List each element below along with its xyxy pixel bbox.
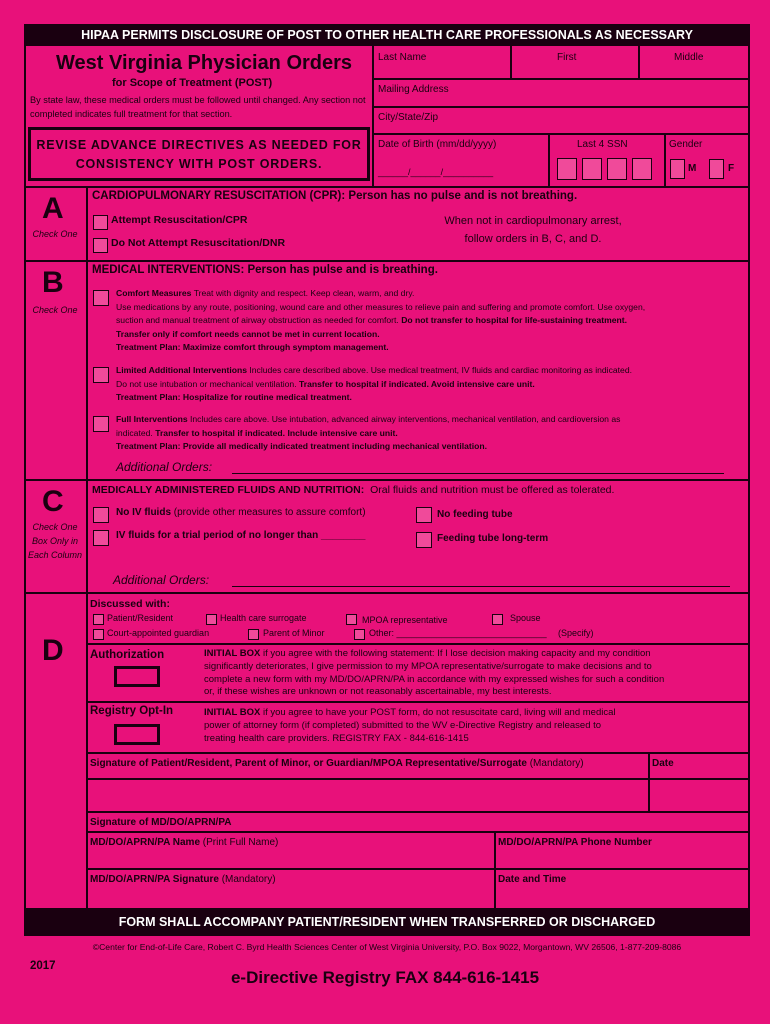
registry-fax: e-Directive Registry FAX 844-616-1415 xyxy=(230,968,540,987)
grid-line xyxy=(86,868,750,870)
grid-line xyxy=(548,133,550,186)
physician-signature-heading: Signature of MD/DO/APRN/PA xyxy=(90,817,232,828)
comfort-line-2: Use medications by any route, positioning, wound care and other measures to relieve pain and suffering and promote comfort. Use oxygen, xyxy=(116,301,646,312)
grid-line xyxy=(86,752,750,754)
grid-line xyxy=(372,106,749,108)
gender-male-checkbox[interactable] xyxy=(670,159,685,179)
revise-directives-box: REVISE ADVANCE DIRECTIVES AS NEEDED FOR CONSISTENCY WITH POST ORDERS. xyxy=(28,127,370,181)
grid-line xyxy=(648,752,650,811)
auth-line-1: if you agree with the following statement: If I lose decision making capacity and my condition xyxy=(262,648,651,659)
section-c-additional-line[interactable] xyxy=(232,586,730,587)
form-year: 2017 xyxy=(30,960,56,972)
ssn-digit-box[interactable] xyxy=(632,158,652,180)
grid-line xyxy=(86,778,750,780)
no-iv-note: (provide other measures to assure comfort) xyxy=(173,507,366,518)
auth-initial-box-label: INITIAL BOX xyxy=(204,648,261,659)
section-c-additional-label: Additional Orders: xyxy=(113,573,210,587)
section-b-heading: MEDICAL INTERVENTIONS: Person has pulse and is breathing. xyxy=(92,264,438,276)
auth-line-2: significantly deteriorates, I give permission to my MPOA representative/surrogate to make decisions and to xyxy=(204,660,652,672)
feeding-tube-long-term-checkbox[interactable] xyxy=(416,532,432,548)
no-feeding-tube-checkbox[interactable] xyxy=(416,507,432,523)
form-subtitle: for Scope of Treatment (POST) xyxy=(112,77,273,89)
comfort-measures-block xyxy=(116,287,742,355)
discussed-surrogate-checkbox[interactable] xyxy=(206,614,217,625)
limited-plan: Treatment Plan: Hospitalize for routine medical treatment. xyxy=(116,392,352,402)
discussed-guardian-label: Court-appointed guardian xyxy=(107,628,210,638)
full-plan: Treatment Plan: Provide all medically indicated treatment including mechanical ventilation. xyxy=(116,441,488,451)
section-a-check-note: Check One xyxy=(32,229,78,239)
section-a-letter: A xyxy=(42,192,64,225)
last-name-field[interactable]: Last Name xyxy=(378,52,427,63)
registry-initial-box[interactable] xyxy=(114,724,160,745)
auth-line-3: complete a new form with my MD/DO/APRN/PA in accordance with my expressed wishes for such a condition xyxy=(204,673,665,685)
discussed-specify-label: (Specify) xyxy=(558,628,594,638)
limited-line-2b: Transfer to hospital if indicated. Avoid intensive care unit. xyxy=(298,378,535,389)
gender-male-label: M xyxy=(688,163,697,174)
patient-date-label[interactable]: Date xyxy=(652,758,674,769)
authorization-label: Authorization xyxy=(90,649,165,661)
physician-name-label: MD/DO/APRN/PA Name xyxy=(90,837,201,848)
grid-line xyxy=(372,78,749,80)
iv-trial-checkbox[interactable] xyxy=(93,530,109,546)
section-d-letter: D xyxy=(42,634,64,667)
section-b-letter: B xyxy=(42,266,64,299)
letter-column-divider xyxy=(86,186,88,908)
physician-date-time-label[interactable]: Date and Time xyxy=(498,874,567,885)
footer-banner: FORM SHALL ACCOMPANY PATIENT/RESIDENT WHEN TRANSFERRED OR DISCHARGED xyxy=(24,908,750,936)
middle-name-field[interactable]: Middle xyxy=(674,52,704,63)
physician-signature-mandatory: (Mandatory) xyxy=(221,874,276,885)
gender-label: Gender xyxy=(669,139,703,150)
section-divider xyxy=(24,479,750,481)
discussed-spouse-label: Spouse xyxy=(510,613,541,623)
discussed-surrogate-label: Health care surrogate xyxy=(220,613,307,623)
first-name-field[interactable]: First xyxy=(557,52,577,63)
no-iv-fluids-checkbox[interactable] xyxy=(93,507,109,523)
grid-line xyxy=(86,701,750,703)
no-iv-label: No IV fluids xyxy=(116,507,171,518)
discussed-patient-label: Patient/Resident xyxy=(107,613,174,623)
grid-line xyxy=(86,811,750,813)
physician-name-note: (Print Full Name) xyxy=(202,837,279,848)
section-divider xyxy=(24,260,750,262)
discussed-other-checkbox[interactable] xyxy=(354,629,365,640)
grid-line xyxy=(372,46,374,186)
ssn-digit-box[interactable] xyxy=(607,158,627,180)
hipaa-banner: HIPAA PERMITS DISCLOSURE OF POST TO OTHER HEALTH CARE PROFESSIONALS AS NECESSARY xyxy=(24,24,750,46)
grid-line xyxy=(638,46,640,78)
grid-line xyxy=(510,46,512,78)
limited-interventions-block xyxy=(116,364,742,405)
section-divider xyxy=(24,592,750,594)
full-line-2a: indicated. xyxy=(116,427,153,438)
section-b-additional-label: Additional Orders: xyxy=(116,460,213,474)
full-line-1: Includes care above. Use intubation, advanced airway interventions, mechanical ventilation, and cardioversion as xyxy=(190,414,621,424)
discussed-other-label[interactable]: Other: ______________________________ xyxy=(369,628,547,638)
section-a-heading: CARDIOPULMONARY RESUSCITATION (CPR): Person has no pulse and is not breathing. xyxy=(92,190,578,202)
comfort-line-1: Treat with dignity and respect. Keep clean, warm, and dry. xyxy=(193,288,415,298)
patient-signature-label: Signature of Patient/Resident, Parent of Minor, or Guardian/MPOA Representative/Surrogate xyxy=(90,758,527,769)
limited-line-1: Includes care described above. Use medical treatment, IV fluids and cardiac monitoring as indicated. xyxy=(249,365,632,375)
full-interventions-block xyxy=(116,413,742,454)
iv-trial-label: IV fluids for a trial period of no longer than ________ xyxy=(116,530,366,541)
copyright-text: ©Center for End-of-Life Care, Robert C. Byrd Health Sciences Center of West Virginia University, P.O. Box 9022, Morgantown, WV 26506, 1-877-209-8086 xyxy=(92,942,682,952)
patient-signature-mandatory: (Mandatory) xyxy=(529,758,584,769)
section-c-heading-row xyxy=(92,484,614,496)
no-iv-row xyxy=(116,507,366,518)
section-b-check-note: Check One xyxy=(32,305,78,315)
discussed-mpoa-checkbox[interactable] xyxy=(346,614,357,625)
section-divider xyxy=(24,186,750,188)
feeding-tube-long-term-label: Feeding tube long-term xyxy=(437,533,549,544)
physician-phone-label[interactable]: MD/DO/APRN/PA Phone Number xyxy=(498,837,652,848)
grid-line xyxy=(86,831,750,833)
grid-line xyxy=(664,133,666,186)
limited-line-2a: Do not use intubation or mechanical ventilation. xyxy=(116,378,297,389)
section-a-note-2: follow orders in B, C, and D. xyxy=(464,233,602,245)
discussed-mpoa-label: MPOA representative xyxy=(362,615,448,625)
section-b-additional-line[interactable] xyxy=(232,473,724,474)
comfort-plan: Treatment Plan: Maximize comfort through symptom management. xyxy=(116,342,389,352)
discussed-parent-checkbox[interactable] xyxy=(248,629,259,640)
discussed-spouse-checkbox[interactable] xyxy=(492,614,503,625)
cpr-dnr-label: Do Not Attempt Resuscitation/DNR xyxy=(111,237,286,249)
reg-initial-box-label: INITIAL BOX xyxy=(204,707,261,718)
comfort-line-4: Transfer only if comfort needs cannot be met in current location. xyxy=(116,328,380,339)
registry-text xyxy=(204,707,744,745)
reg-line-3: treating health care providers. REGISTRY FAX - 844-616-1415 xyxy=(204,732,469,744)
comfort-title: Comfort Measures xyxy=(116,288,192,298)
dob-slashes: ______/______/__________ xyxy=(378,167,494,177)
grid-line xyxy=(494,831,496,908)
section-c-check-note: Check One Box Only in Each Column xyxy=(27,522,83,560)
dob-field[interactable]: Date of Birth (mm/dd/yyyy) xyxy=(378,139,497,150)
cpr-attempt-label: Attempt Resuscitation/CPR xyxy=(111,214,248,226)
discussed-with-label: Discussed with: xyxy=(90,598,170,610)
auth-line-4: or, if these wishes are unknown or not reasonably ascertainable, my best interests. xyxy=(204,686,552,698)
discussed-guardian-checkbox[interactable] xyxy=(93,629,104,640)
section-c-letter: C xyxy=(42,485,64,518)
gender-female-label: F xyxy=(728,163,735,174)
cpr-attempt-checkbox[interactable] xyxy=(93,215,108,230)
section-c-heading: MEDICALLY ADMINISTERED FLUIDS AND NUTRITION: xyxy=(92,484,365,496)
cpr-dnr-checkbox[interactable] xyxy=(93,238,108,253)
full-line-2b: Transfer to hospital if indicated. Include intensive care unit. xyxy=(155,427,398,438)
full-title: Full Interventions xyxy=(116,414,188,424)
physician-signature-row[interactable] xyxy=(90,874,276,885)
authorization-text xyxy=(204,648,744,699)
grid-line xyxy=(372,133,749,135)
limited-interventions-checkbox[interactable] xyxy=(93,367,109,383)
discussed-parent-label: Parent of Minor xyxy=(263,628,325,638)
registry-optin-label: Registry Opt-In xyxy=(90,705,174,717)
ssn-digit-box[interactable] xyxy=(582,158,602,180)
section-c-heading-note: Oral fluids and nutrition must be offered as tolerated. xyxy=(370,484,615,496)
intro-text: By state law, these medical orders must be followed until changed. Any section not completed indicates full treatment for that section. xyxy=(30,95,366,119)
comfort-line-3b: Do not transfer to hospital for life-sustaining treatment. xyxy=(401,315,628,325)
physician-name-row[interactable] xyxy=(90,837,278,848)
grid-line xyxy=(86,643,750,645)
physician-signature-label: MD/DO/APRN/PA Signature xyxy=(90,874,219,885)
city-state-zip-field[interactable]: City/State/Zip xyxy=(378,112,439,123)
gender-female-checkbox[interactable] xyxy=(709,159,724,179)
no-feeding-tube-label: No feeding tube xyxy=(437,509,513,520)
mailing-address-field[interactable]: Mailing Address xyxy=(378,84,449,95)
section-a-note-1: When not in cardiopulmonary arrest, xyxy=(444,215,622,227)
comfort-line-3a: suction and manual treatment of airway obstruction as needed for comfort. xyxy=(116,315,399,325)
limited-title: Limited Additional Interventions xyxy=(116,365,247,375)
form-title: West Virginia Physician Orders xyxy=(56,52,353,74)
patient-signature-row[interactable] xyxy=(90,758,584,769)
ssn-digit-box[interactable] xyxy=(557,158,577,180)
authorization-initial-box[interactable] xyxy=(114,666,160,687)
reg-line-2: power of attorney form (if completed) submitted to the WV e-Directive Registry and released to xyxy=(204,719,602,731)
discussed-patient-checkbox[interactable] xyxy=(93,614,104,625)
reg-line-1: if you agree to have your POST form, do not resuscitate card, living will and medical xyxy=(262,707,616,718)
comfort-measures-checkbox[interactable] xyxy=(93,290,109,306)
full-interventions-checkbox[interactable] xyxy=(93,416,109,432)
ssn-label: Last 4 SSN xyxy=(577,139,628,150)
